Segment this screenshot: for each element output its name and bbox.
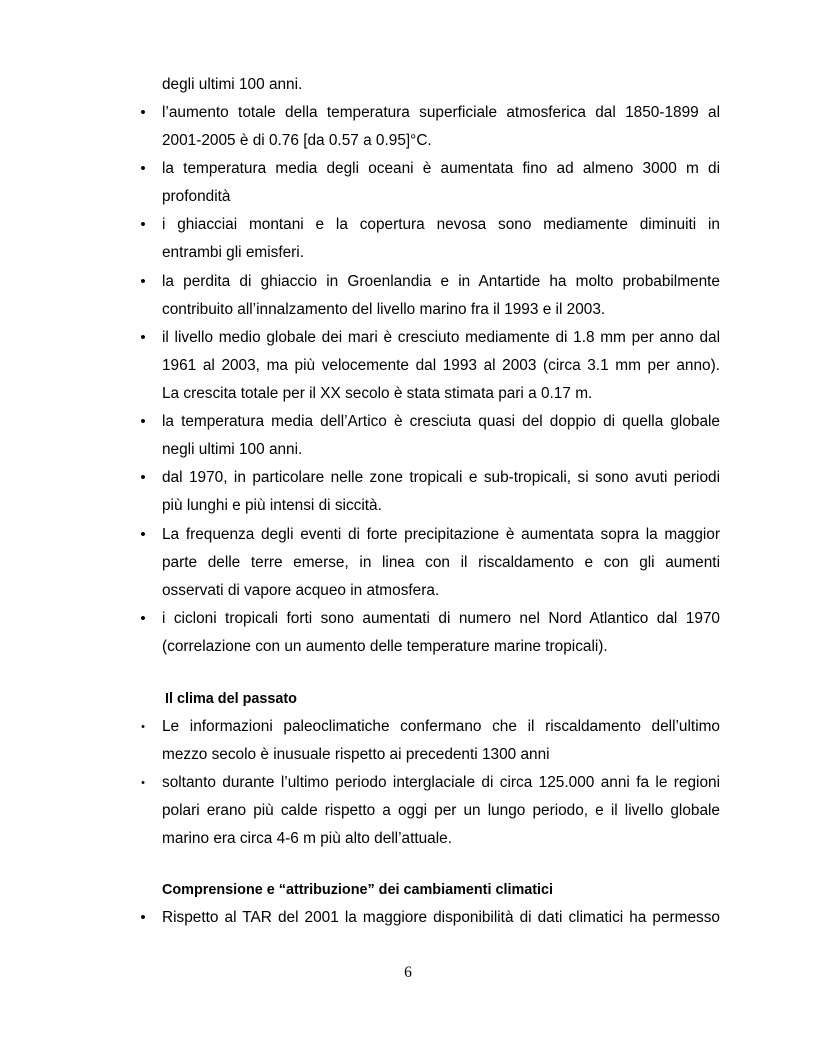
text-line: parte delle terre emerse, in linea con il riscaldamento e con gli aumenti <box>162 554 720 571</box>
text-line: profondità <box>162 188 231 205</box>
bullet-icon: • <box>140 216 146 233</box>
bullet-icon: • <box>141 777 145 789</box>
text-line: 1961 al 2003, ma più velocemente dal 1993 al 2003 (circa 3.1 mm per anno). <box>162 357 720 374</box>
text-line: più lunghi e più intensi di siccità. <box>162 497 382 514</box>
bullet-icon: • <box>141 721 145 733</box>
text-line: polari erano più calde rispetto a oggi per un lungo periodo, e il livello globale <box>162 802 720 819</box>
text-line: marino era circa 4-6 m più alto dell’attuale. <box>162 830 452 847</box>
section-heading: Il clima del passato <box>165 691 297 707</box>
text-line: La crescita totale per il XX secolo è stata stimata pari a 0.17 m. <box>162 385 593 402</box>
text-line: la temperatura media dell’Artico è cresciuta quasi del doppio di quella globale <box>162 413 720 430</box>
text-line: entrambi gli emisferi. <box>162 244 304 261</box>
bullet-icon: • <box>140 526 146 543</box>
text-line: La frequenza degli eventi di forte precipitazione è aumentata sopra la maggior <box>162 526 720 543</box>
text-line: (correlazione con un aumento delle temperature marine tropicali). <box>162 638 608 655</box>
bullet-icon: • <box>140 413 146 430</box>
text-line: il livello medio globale dei mari è cresciuto mediamente di 1.8 mm per anno dal <box>162 329 720 346</box>
bullet-icon: • <box>140 610 146 627</box>
text-line: i cicloni tropicali forti sono aumentati di numero nel Nord Atlantico dal 1970 <box>162 610 720 627</box>
text-line: 2001-2005 è di 0.76 [da 0.57 a 0.95]°C. <box>162 132 432 149</box>
bullet-icon: • <box>140 160 146 177</box>
section-heading: Comprensione e “attribuzione” dei cambiamenti climatici <box>162 882 554 898</box>
text-line: negli ultimi 100 anni. <box>162 441 303 458</box>
text-line: osservati di vapore acqueo in atmosfera. <box>162 582 440 599</box>
text-line: contribuito all’innalzamento del livello marino fra il 1993 e il 2003. <box>162 301 606 318</box>
page-number: 6 <box>404 964 412 981</box>
bullet-icon: • <box>140 469 146 486</box>
text-line: dal 1970, in particolare nelle zone tropicali e sub-tropicali, si sono avuti periodi <box>162 469 720 486</box>
text-line: i ghiacciai montani e la copertura nevosa sono mediamente diminuiti in <box>162 216 720 233</box>
text-line: la temperatura media degli oceani è aumentata fino ad almeno 3000 m di <box>162 160 720 177</box>
text-line: la perdita di ghiaccio in Groenlandia e in Antartide ha molto probabilmente <box>162 273 720 290</box>
bullet-icon: • <box>140 909 146 926</box>
text-line: degli ultimi 100 anni. <box>162 76 303 93</box>
text-line: soltanto durante l’ultimo periodo interglaciale di circa 125.000 anni fa le regioni <box>162 774 720 791</box>
bullet-icon: • <box>140 329 146 346</box>
text-line: l’aumento totale della temperatura superficiale atmosferica dal 1850-1899 al <box>162 104 720 121</box>
text-line: mezzo secolo è inusuale rispetto ai precedenti 1300 anni <box>162 746 550 763</box>
bullet-icon: • <box>140 104 146 121</box>
text-line: Le informazioni paleoclimatiche confermano che il riscaldamento dell’ultimo <box>162 718 720 735</box>
text-line: Rispetto al TAR del 2001 la maggiore disponibilità di dati climatici ha permesso <box>162 909 720 926</box>
bullet-icon: • <box>140 273 146 290</box>
